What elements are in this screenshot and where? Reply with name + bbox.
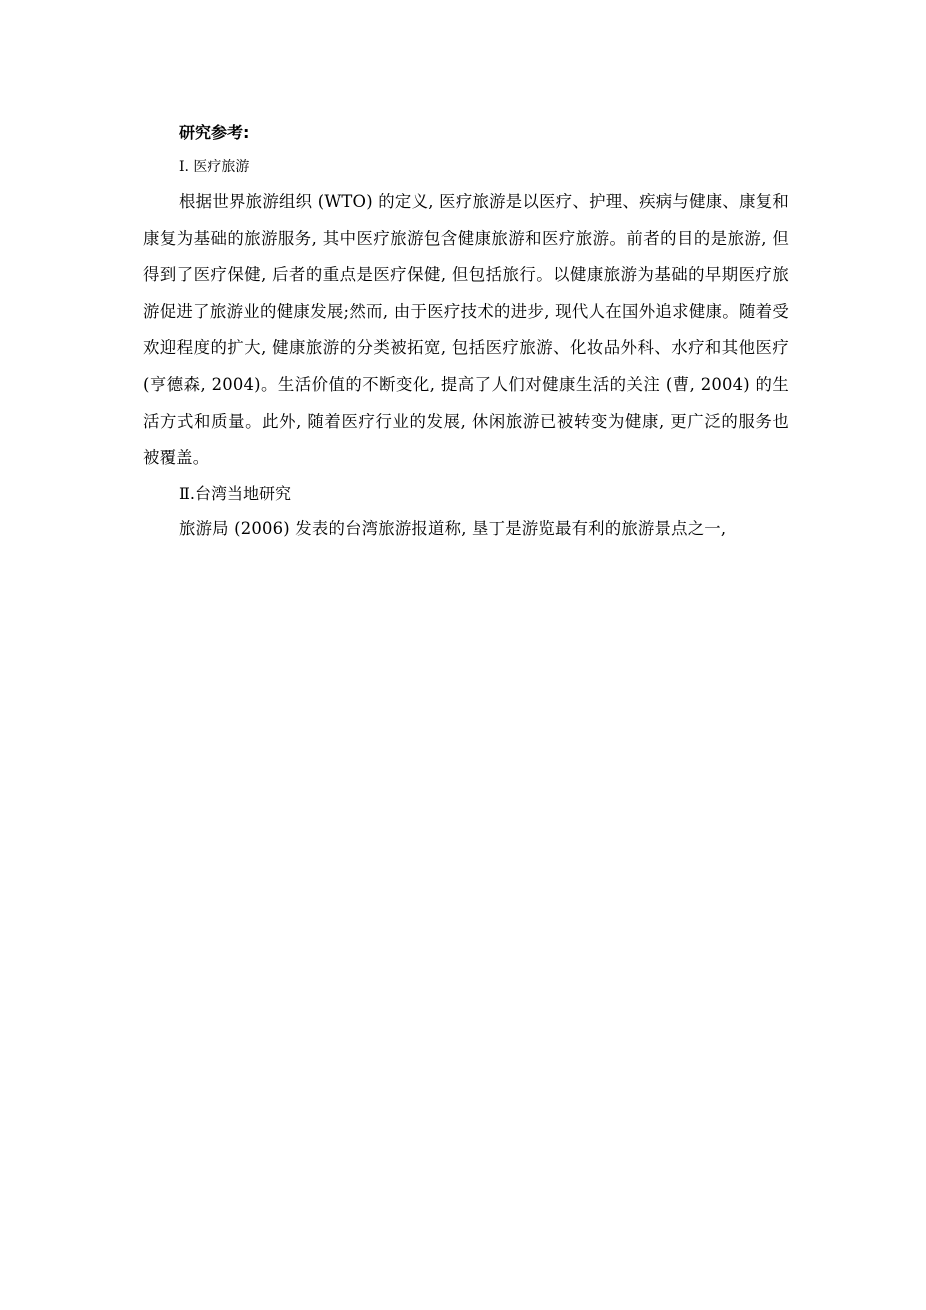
section-1-paragraph: 根据世界旅游组织 (WTO) 的定义, 医疗旅游是以医疗、护理、疾病与健康、康复和康复为基础的旅游服务, 其中医疗旅游包含健康旅游和医疗旅游。前者的目的是旅游, 但得到了医疗保健, 后者的重点是医疗保健, 但包括旅行。以健康旅游为基础的早期医疗旅游促进了旅游业的健康发展;然而, 由于医疗技术的进步, 现代人在国外追求健康。随着受欢迎程度的扩大, 健康旅游的分类被拓宽, 包括医疗旅游、化妆品外科、水疗和其他医疗 (亨德森, 2004)。生活价值的不断变化, 提高了人们对健康生活的关注 (曹, 2004) 的生活方式和质量。此外, 随着医疗行业的发展, 休闲旅游已被转变为健康, 更广泛的服务也被覆盖。 (143, 192, 789, 468)
document-body (143, 116, 789, 547)
section-2-title: Ⅱ.台湾当地研究 (179, 483, 291, 503)
section-2-paragraph: 旅游局 (2006) 发表的台湾旅游报道称, 垦丁是游览最有利的旅游景点之一, (179, 518, 727, 538)
research-references-heading: 研究参考: (179, 123, 250, 142)
section-1-title: Ⅰ. 医疗旅游 (179, 159, 250, 175)
